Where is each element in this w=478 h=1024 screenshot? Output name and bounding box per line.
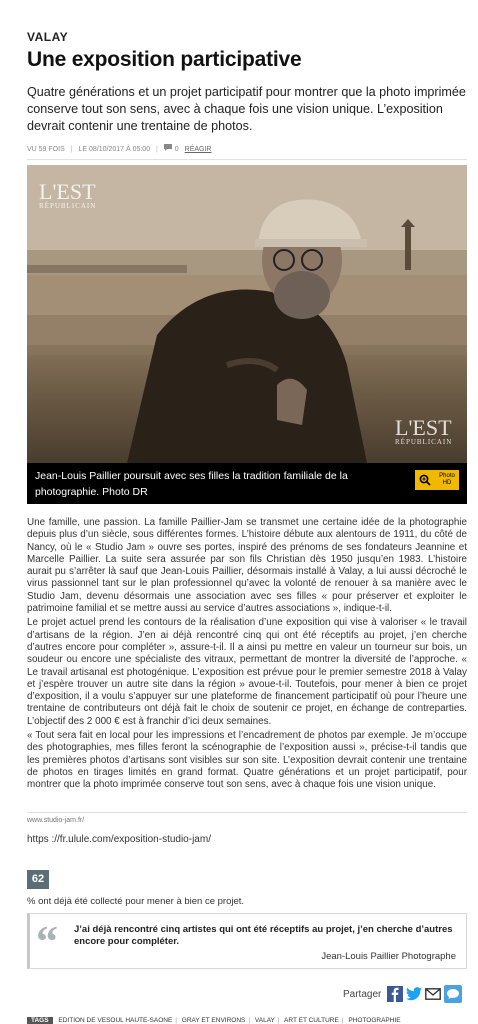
quote-text: J’ai déjà rencontré cinq artistes qui ont été réceptifs au projet, j’en cherche d’autres encore pour compléter. bbox=[74, 924, 453, 947]
article-title: Une exposition participative bbox=[27, 48, 302, 71]
paragraph: Le projet actuel prend les contours de la réalisation d’une exposition qui vise à valoriser « le travail d’artisans de la région. J’en ai déjà rencontré cinq qui ont été réceptifs au projet, j’en cherche d’autres encore pour compléter », assure-t-il. Il a ainsi pu mettre en valeur un tourneur sur bois, un soudeur ou encore une spécialiste des vitraux, permettant de montrer la diversité de l’approche. « Le travail artisanal est photogénique. L’exposition est prévue pour le premier semestre 2018 à Valay et j’espère trouver un autre site dans la région » avoue-t-il. Toutefois, pour mener à bien ce projet d’exposition, il a voulu s’appuyer sur une plateforme de financement participatif où pour l’heure une trentaine de contributeurs ont déjà fait le choix de soutenir ce projet, en échange de contreparties. L’objectif des 2 000 € est à franchir d’ici deux semaines. bbox=[27, 617, 467, 727]
hd-label-line2: HD bbox=[442, 480, 452, 486]
facebook-icon[interactable] bbox=[387, 986, 403, 1002]
view-count: VU 59 FOIS bbox=[27, 146, 65, 153]
meta-separator: | bbox=[156, 146, 158, 153]
article-photo[interactable] bbox=[27, 165, 467, 463]
photo-caption bbox=[27, 463, 467, 504]
tag-link[interactable]: PHOTOGRAPHIE bbox=[348, 1017, 401, 1024]
source-link[interactable]: www.studio-jam.fr/ bbox=[27, 812, 467, 826]
share-bar bbox=[343, 985, 462, 1003]
pull-quote bbox=[27, 913, 467, 969]
publish-date: LE 08/10/2017 À 05:00 bbox=[78, 146, 151, 153]
external-link[interactable]: https ://fr.ulule.com/exposition-studio-jam/ bbox=[27, 834, 211, 845]
tag-separator: | bbox=[175, 1017, 177, 1024]
tag-link[interactable]: VALAY bbox=[254, 1017, 275, 1024]
mail-icon[interactable] bbox=[425, 986, 441, 1002]
tag-link[interactable]: GRAY ET ENVIRONS bbox=[181, 1017, 246, 1024]
photo-hd-button[interactable] bbox=[415, 470, 459, 490]
logo-text: L'EST bbox=[395, 415, 452, 440]
tags-label: TAGS bbox=[27, 1017, 53, 1024]
tags-bar bbox=[27, 1017, 478, 1024]
comment-icon bbox=[164, 144, 172, 155]
logo-subtext: RÉPUBLICAIN bbox=[39, 202, 97, 210]
newspaper-logo bbox=[39, 179, 96, 210]
newspaper-logo-watermark bbox=[395, 415, 452, 446]
caption-text: Jean-Louis Paillier poursuit avec ses filles la tradition familiale de la photographie. Photo DR bbox=[35, 470, 348, 498]
hd-label-line1: Photo bbox=[439, 473, 455, 479]
tag-separator: | bbox=[277, 1017, 280, 1024]
quote-icon: “ bbox=[36, 917, 58, 966]
paragraph: Une famille, une passion. La famille Paillier-Jam se transmet une certaine idée de la photographie depuis plus d’un siècle, sous différentes formes. L’histoire débute aux alentours de 1911, du côté de Nancy, où le « Studio Jam » ouvre ses portes, inspiré des prénoms de ses fondateurs Jeannine et Marcelle Paillier. La suite sera assurée par son fils Christian dès 1950 jusqu’en 1983. L’histoire aurait pu s’arrêter là sauf que Jean-Louis Paillier, désormais installé à Valay, a lui aussi décroché le virus passionnel tant sur le plan professionnel qu’avec la volonté de renouer à sa manière avec le Studio Jam, devenu désormais une association avec ses filles « pour préserver et exploiter le patrimoine familial et se mettre aussi au service d’autres associations », indique-t-il. bbox=[27, 517, 467, 615]
meta-separator: | bbox=[70, 146, 73, 153]
article-meta bbox=[27, 144, 467, 160]
quote-author: Jean-Louis Paillier Photographe bbox=[321, 951, 456, 962]
stat-badge: 62 bbox=[27, 870, 49, 889]
tag-separator: | bbox=[248, 1017, 251, 1024]
comment-icon[interactable] bbox=[444, 985, 462, 1003]
twitter-icon[interactable] bbox=[406, 986, 422, 1002]
logo-subtext: RÉPUBLICAIN bbox=[395, 438, 453, 446]
tag-link[interactable]: EDITION DE VESOUL HAUTE-SAÔNE bbox=[58, 1017, 173, 1024]
react-link[interactable]: RÉAGIR bbox=[184, 146, 212, 153]
article-lead: Quatre générations et un projet participatif pour montrer que la photo imprimée conserve tout son sens, avec à chaque fois une vision unique. L’exposition devrait contenir une trentaine de photos. bbox=[27, 85, 466, 133]
comment-count: 0 bbox=[174, 146, 179, 153]
article-body bbox=[27, 517, 467, 792]
paragraph: « Tout sera fait en local pour les impressions et l’encadrement de photos par exemple. Je m’occupe des photographies, mes filles feront la scénographie de l’exposition aussi », précise-t-il tandis que les premières photos d’artisans sont visibles sur son site. L’exposition devrait contenir une trentaine de photos en tirages limités en grand format. Quatre générations et un projet participatif, pour montrer que la photo imprimée conserve tout son sens, avec à chaque fois une vision unique. bbox=[27, 730, 467, 791]
stat-text: % ont déjà été collecté pour mener à bien ce projet. bbox=[27, 896, 245, 907]
tag-link[interactable]: ART ET CULTURE bbox=[284, 1017, 339, 1024]
tag-separator: | bbox=[341, 1017, 344, 1024]
zoom-icon bbox=[415, 470, 435, 490]
category-label: VALAY bbox=[27, 30, 69, 44]
logo-text: L'EST bbox=[39, 179, 96, 204]
hd-label bbox=[435, 473, 459, 487]
share-label: Partager bbox=[343, 988, 382, 1000]
